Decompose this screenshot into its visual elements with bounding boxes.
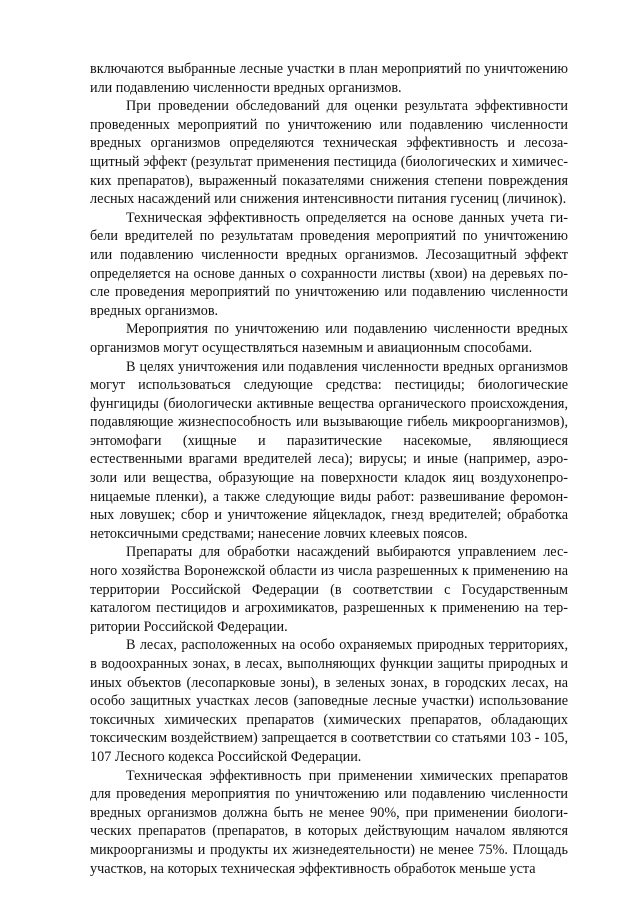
paragraph-preparations: Препараты для обработки насаждений выбираются управлением лесного хозяйства Воронежской области из числа разрешенных к применению на территории Российской Федерации (в соответствии с Государственным каталогом пестицидов и агрохимикатов, разрешенных к применению на территории Российской Федерации. xyxy=(90,544,568,635)
paragraph-technical-efficiency: Техническая эффективность определяется на основе данных учета гибели вредителей по результатам проведения мероприятий по уничтожению или подавлению численности вредных организмов. Лесозащитный эффект определяется на основе данных о сохранности листвы (хвои) на деревьях после проведения мероприятий по уничтожению или подавлению численности вредных организмов. xyxy=(90,209,568,319)
paragraph-protected-forests: В лесах, расположенных на особо охраняемых природных территориях, в водоохранных зонах, в лесах, выполняющих функции защиты природных и иных объектов (лесопарковые зоны), в зеленых зонах, в городских лесах, на особо защитных участках лесов (заповедные лесные участки) использование токсичных химических препаратов (химических препаратов, обладающих токсическим воздействием) запрещается в соответствии со статьями 103 - 105, 107 Лесного кодекса Российской Федерации. xyxy=(90,637,568,765)
paragraph-efficiency-thresholds: Техническая эффективность при применении химических препаратов для проведения мероприятия по уничтожению или подавлению численности вредных организмов должна быть не менее 90%, при применении биологических препаратов (препаратов, в которых действующим началом являются микроорганизмы и продукты их жизнедеятельности) не менее 75%. Площадь участков, на которых техническая эффективность обработок меньше уста xyxy=(90,767,568,877)
document-body xyxy=(90,60,568,878)
paragraph-survey-assessment: При проведении обследований для оценки результата эффективности проведенных мероприятий по уничтожению или подавлению численности вредных организмов определяются техническая эффективность и лесозащитный эффект (результат применения пестицида (биологических и химических препаратов), выраженный показателями снижения степени повреждения лесных насаждений или снижения интенсивности питания гусениц (личинок). xyxy=(90,98,568,208)
paragraph-methods: Мероприятия по уничтожению или подавлению численности вредных организмов могут осуществляться наземным и авиационным способами. xyxy=(90,321,568,356)
paragraph-continuation: включаются выбранные лесные участки в план мероприятий по уничтожению или подавлению численности вредных организмов. xyxy=(90,61,568,96)
paragraph-means: В целях уничтожения или подавления численности вредных организмов могут использоваться следующие средства: пестициды; биологические фунгициды (биологически активные вещества органического происхождения, подавляющие жизнеспособность или вызывающие гибель микроорганизмов), энтомофаги (хищные и паразитические насекомые, являющиеся естественными врагами вредителей леса); вирусы; и иные (например, аэрозоли или вещества, образующие на поверхности кладок яиц воздухонепроницаемые пленки), а также следующие виды работ: развешивание феромонных ловушек; сбор и уничтожение яйцекладок, гнезд вредителей; обработка нетоксичными средствами; нанесение ловчих клеевых поясов. xyxy=(90,358,568,542)
